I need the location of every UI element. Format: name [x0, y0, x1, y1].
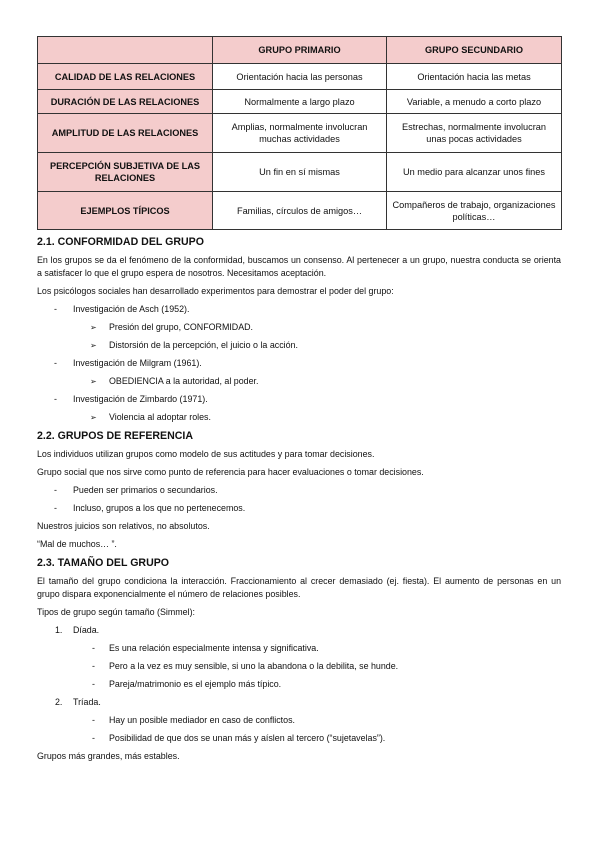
- arrow-bullet-icon: ➢: [90, 413, 97, 422]
- table-row: [38, 114, 562, 153]
- list-item-text: Tríada.: [73, 697, 101, 707]
- section-heading-conformidad: 2.1. CONFORMIDAD DEL GRUPO: [37, 236, 204, 248]
- list-item-text: Presión del grupo, CONFORMIDAD.: [109, 322, 254, 332]
- list-item: [37, 502, 561, 515]
- cell-primario: Amplias, normalmente involucran muchas actividades: [213, 114, 387, 153]
- paragraph: “Mal de muchos… ”.: [37, 539, 117, 549]
- list-item: [37, 375, 561, 388]
- section-heading-tamano: 2.3. TAMAÑO DEL GRUPO: [37, 557, 170, 569]
- list-item: [37, 321, 561, 334]
- list-item-text: Díada.: [73, 625, 100, 635]
- arrow-bullet-icon: ➢: [90, 323, 97, 332]
- dash-bullet-icon: -: [54, 394, 57, 404]
- table-row: [38, 64, 562, 90]
- list-item: [37, 714, 561, 727]
- row-label: AMPLITUD DE LAS RELACIONES: [38, 114, 213, 153]
- cell-secundario: Orientación hacia las metas: [387, 64, 562, 90]
- paragraph: En los grupos se da el fenómeno de la conformidad, buscamos un consenso. Al pertenecer a un grupo, nuestra conducta se orienta a satisfacer lo que el grupo espera de nosotros. Necesitamos aceptación.: [37, 255, 561, 278]
- list-item-text: Incluso, grupos a los que no pertenecemos.: [73, 503, 246, 513]
- cell-secundario: Compañeros de trabajo, organizaciones políticas…: [387, 192, 562, 230]
- cell-primario: Normalmente a largo plazo: [213, 90, 387, 114]
- table-row: [38, 153, 562, 192]
- list-item-text: Pero a la vez es muy sensible, si uno la abandona o la debilita, se hunde.: [109, 661, 399, 671]
- list-item: [37, 732, 561, 745]
- list-item-text: Es una relación especialmente intensa y significativa.: [109, 643, 319, 653]
- list-item-text: Violencia al adoptar roles.: [109, 412, 211, 422]
- paragraph: Grupos más grandes, más estables.: [37, 751, 180, 761]
- cell-secundario: Variable, a menudo a corto plazo: [387, 90, 562, 114]
- list-item: [37, 660, 561, 673]
- cell-primario: Familias, círculos de amigos…: [213, 192, 387, 230]
- list-item: [37, 678, 561, 691]
- list-item-text: Pueden ser primarios o secundarios.: [73, 485, 218, 495]
- table-header-row: [38, 37, 562, 64]
- paragraph: Tipos de grupo según tamaño (Simmel):: [37, 607, 196, 617]
- list-item: [37, 339, 561, 352]
- list-item-text: Investigación de Asch (1952).: [73, 304, 190, 314]
- dash-bullet-icon: -: [92, 661, 95, 671]
- cell-secundario: Un medio para alcanzar unos fines: [387, 153, 562, 192]
- list-number: 1.: [55, 625, 63, 635]
- row-label: DURACIÓN DE LAS RELACIONES: [38, 90, 213, 114]
- cell-secundario: Estrechas, normalmente involucran unas pocas actividades: [387, 114, 562, 153]
- list-item: [37, 393, 561, 406]
- list-item-text: Posibilidad de que dos se unan más y aíslen al tercero (“sujetavelas”).: [109, 733, 386, 743]
- comparison-table: [37, 36, 562, 230]
- dash-bullet-icon: -: [92, 715, 95, 725]
- paragraph: Los individuos utilizan grupos como modelo de sus actitudes y para tomar decisiones.: [37, 449, 375, 459]
- document-page: [37, 36, 561, 768]
- table-header-empty: [38, 37, 213, 64]
- dash-bullet-icon: -: [92, 733, 95, 743]
- row-label: PERCEPCIÓN SUBJETIVA DE LAS RELACIONES: [38, 153, 213, 192]
- list-item: [37, 642, 561, 655]
- list-item-text: Distorsión de la percepción, el juicio o la acción.: [109, 340, 298, 350]
- row-label: EJEMPLOS TÍPICOS: [38, 192, 213, 230]
- list-item: [37, 411, 561, 424]
- list-item-text: Investigación de Zimbardo (1971).: [73, 394, 208, 404]
- table-header-primario: GRUPO PRIMARIO: [213, 37, 387, 64]
- paragraph: Grupo social que nos sirve como punto de referencia para hacer evaluaciones o tomar decisiones.: [37, 467, 424, 477]
- dash-bullet-icon: -: [92, 679, 95, 689]
- dash-bullet-icon: -: [54, 485, 57, 495]
- table-row: [38, 192, 562, 230]
- section-heading-referencia: 2.2. GRUPOS DE REFERENCIA: [37, 430, 193, 442]
- list-number: 2.: [55, 697, 63, 707]
- paragraph: Nuestros juicios son relativos, no absolutos.: [37, 521, 210, 531]
- list-item: [37, 484, 561, 497]
- table-row: [38, 90, 562, 114]
- numbered-item: [37, 624, 561, 637]
- numbered-item: [37, 696, 561, 709]
- row-label: CALIDAD DE LAS RELACIONES: [38, 64, 213, 90]
- list-item-text: Hay un posible mediador en caso de conflictos.: [109, 715, 295, 725]
- list-item-text: OBEDIENCIA a la autoridad, al poder.: [109, 376, 259, 386]
- paragraph: Los psicólogos sociales han desarrollado experimentos para demostrar el poder del grupo:: [37, 286, 394, 296]
- arrow-bullet-icon: ➢: [90, 341, 97, 350]
- list-item-text: Investigación de Milgram (1961).: [73, 358, 202, 368]
- dash-bullet-icon: -: [54, 358, 57, 368]
- cell-primario: Un fin en sí mismas: [213, 153, 387, 192]
- list-item: [37, 357, 561, 370]
- paragraph: El tamaño del grupo condiciona la interacción. Fraccionamiento al crecer demasiado (ej. fiesta). El aumento de personas en un grupo dispara exponencialmente el número de relaciones posibles.: [37, 576, 561, 599]
- list-item: [37, 303, 561, 316]
- table-header-secundario: GRUPO SECUNDARIO: [387, 37, 562, 64]
- dash-bullet-icon: -: [54, 503, 57, 513]
- arrow-bullet-icon: ➢: [90, 377, 97, 386]
- cell-primario: Orientación hacia las personas: [213, 64, 387, 90]
- list-item-text: Pareja/matrimonio es el ejemplo más típico.: [109, 679, 282, 689]
- dash-bullet-icon: -: [92, 643, 95, 653]
- dash-bullet-icon: -: [54, 304, 57, 314]
